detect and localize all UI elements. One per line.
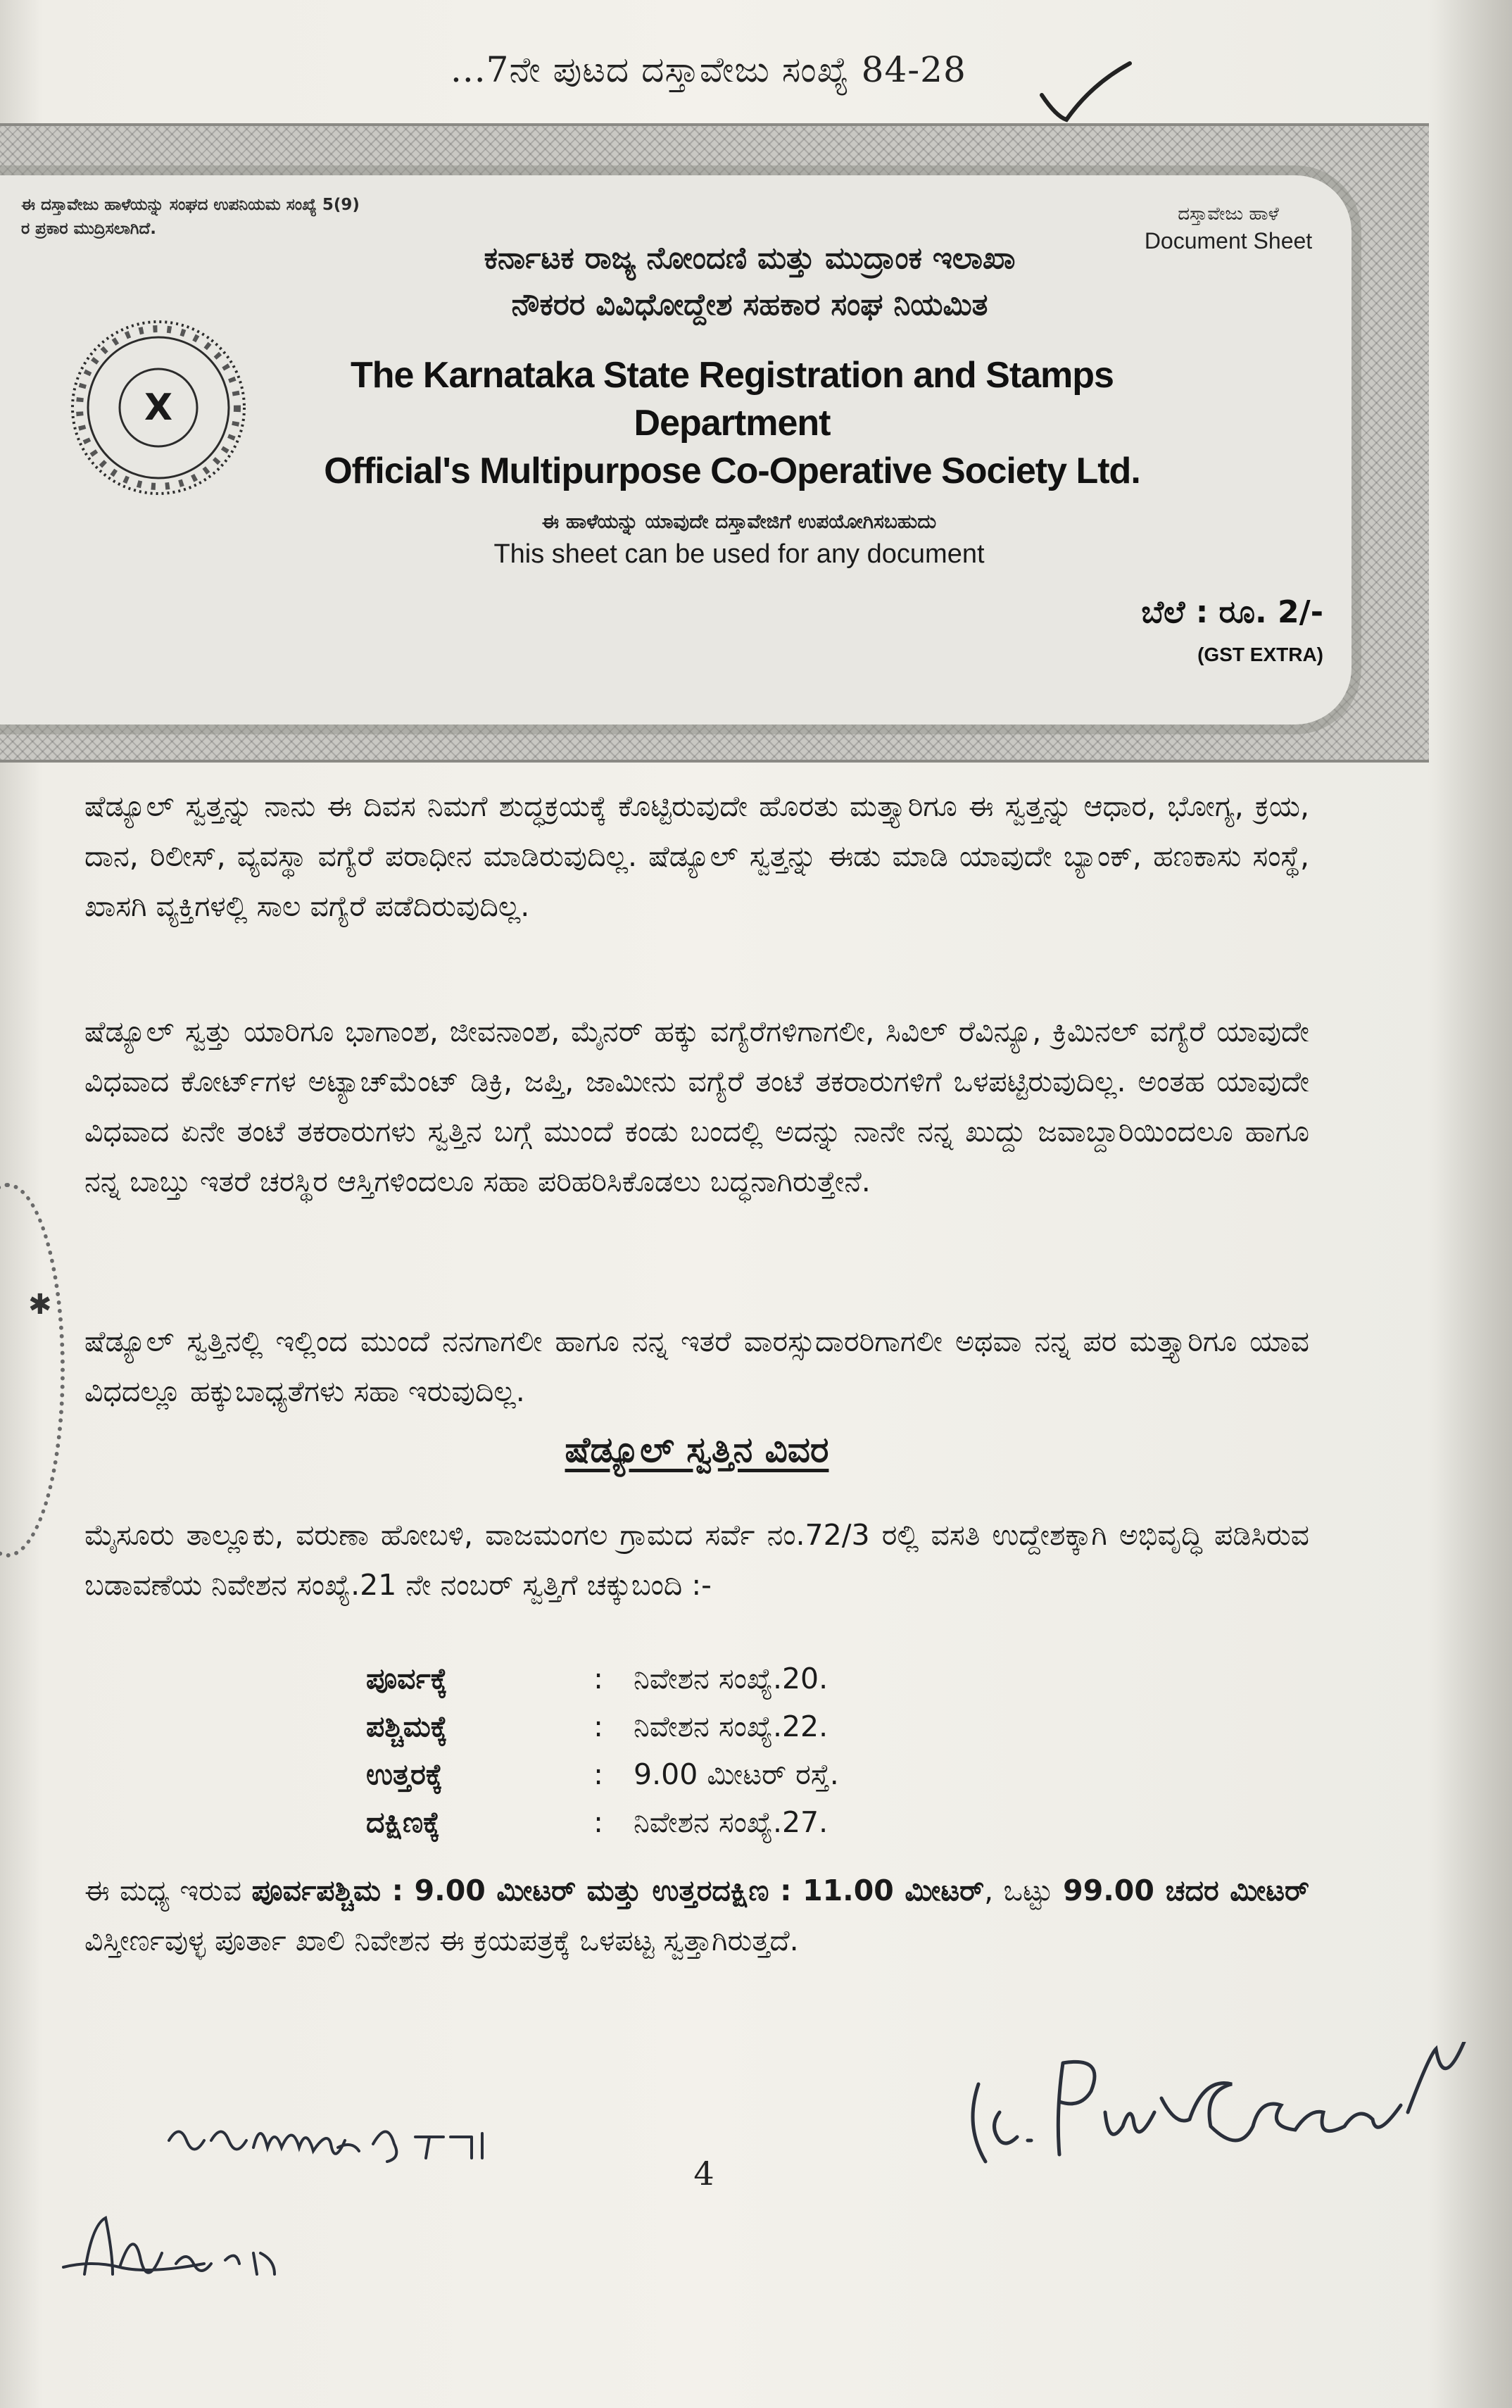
document-sheet-label-kannada: ದಸ್ತಾವೇಜು ಹಾಳೆ	[1178, 203, 1279, 225]
boundary-separator: :	[593, 1805, 603, 1839]
dimensions-measure: ಪೂರ್ವಪಶ್ಚಿಮ : 9.00 ಮೀಟರ್ ಮತ್ತು ಉತ್ತರದಕ್ಷಿಣ : 11.00 ಮೀಟರ್	[251, 1874, 985, 1907]
gst-note: (GST EXTRA)	[1197, 644, 1323, 665]
schedule-heading: ಷೆಡ್ಯೂಲ್ ಸ್ವತ್ತಿನ ವಿವರ	[565, 1429, 829, 1470]
dimensions-text-e: ವಿಸ್ತೀರ್ಣವುಳ್ಳ ಪೂರ್ತಾ ಖಾಲಿ ನಿವೇಶನ ಈ ಕ್ರಯಪತ್ರಕ್ಕೆ ಒಳಪಟ್ಟ ಸ್ವತ್ತಾಗಿರುತ್ತದೆ.	[84, 1924, 799, 1957]
seller-signature	[957, 2042, 1492, 2169]
stamp-title-english-line2: Official's Multipurpose Co-Operative Society Ltd.	[324, 451, 1140, 491]
usage-note-kannada: ಈ ಹಾಳೆಯನ್ನು ಯಾವುದೇ ದಸ್ತಾವೇಜಿಗೆ ಉಪಯೋಗಿಸಬಹುದು	[541, 510, 937, 533]
boundary-row	[366, 1798, 1070, 1846]
dimensions-text-c: , ಒಟ್ಟು	[984, 1874, 1064, 1907]
paragraph-no-rights: ಷೆಡ್ಯೂಲ್ ಸ್ವತ್ತಿನಲ್ಲಿ ಇಲ್ಲಿಂದ ಮುಂದೆ ನನಗಾಗಲೀ ಹಾಗೂ ನನ್ನ ಇತರೆ ವಾರಸ್ಸುದಾರರಿಗಾಗಲೀ ಅಥವಾ ನನ್ನ ಪರ ಮತ್ತ್ಯಾರಿಗೂ ಯಾವ ವಿಧದಲ್ಲೂ ಹಕ್ಕುಬಾಧ್ಯತೆಗಳು ಸಹಾ ಇರುವುದಿಲ್ಲ.	[84, 1324, 1309, 1408]
paragraph-no-disputes: ಷೆಡ್ಯೂಲ್ ಸ್ವತ್ತು ಯಾರಿಗೂ ಭಾಗಾಂಶ, ಜೀವನಾಂಶ, ಮೈನರ್ ಹಕ್ಕು ವಗ್ಯೆರೆಗಳಿಗಾಗಲೀ, ಸಿವಿಲ್ ರೆವಿನ್ಯೂ, ಕ್ರಿಮಿನಲ್ ವಗ್ಯೆರೆ ಯಾವುದೇ ವಿಧವಾದ ಕೋರ್ಟ್‌ಗಳ ಅಟ್ಯಾಚ್‌ಮೆಂಟ್ ಡಿಕ್ರಿ, ಜಪ್ತಿ, ಜಾಮೀನು ವಗ್ಯೆರೆ ತಂಟೆ ತಕರಾರುಗಳಿಗೆ ಒಳಪಟ್ಟಿರುವುದಿಲ್ಲ. ಅಂತಹ ಯಾವುದೇ ವಿಧವಾದ ಏನೇ ತಂಟೆ ತಕರಾರುಗಳು ಸ್ವತ್ತಿನ ಬಗ್ಗೆ ಮುಂದೆ ಕಂಡು ಬಂದಲ್ಲಿ ಅದನ್ನು ನಾನೇ ನನ್ನ ಖುದ್ದು ಜವಾಬ್ದಾರಿಯಿಂದಲೂ ಹಾಗೂ ನನ್ನ ಬಾಬ್ತು ಇತರೆ ಚರಸ್ಥಿರ ಆಸ್ತಿಗಳಿಂದಲೂ ಸಹಾ ಪರಿಹರಿಸಿಕೊಡಲು ಬದ್ಧನಾಗಿರುತ್ತೇನೆ.	[84, 1015, 1309, 1198]
boundary-separator: :	[593, 1757, 603, 1791]
boundary-direction: ದಕ್ಷಿಣಕ್ಕೆ	[366, 1805, 441, 1839]
boundary-row	[366, 1750, 1070, 1798]
stamp-title-kannada-line2: ನೌಕರರ ವಿವಿಧೋದ್ದೇಶ ಸಹಕಾರ ಸಂಘ ನಿಯಮಿತ	[511, 287, 988, 322]
boundaries-table	[366, 1655, 1070, 1846]
boundary-direction: ಉತ್ತರಕ್ಕೆ	[366, 1757, 443, 1791]
stamp-title-english-line1: The Karnataka State Registration and Stamps Department	[351, 355, 1114, 444]
boundary-row	[366, 1702, 1070, 1750]
handwritten-document-number: ...7ನೇ ಪುಟದ ದಸ್ತಾವೇಜು ಸಂಖ್ಯೆ 84-28	[451, 49, 966, 90]
dimensions-text-a: ಈ ಮಧ್ಯ ಇರುವ	[84, 1874, 252, 1907]
boundary-value: ನಿವೇಶನ ಸಂಖ್ಯೆ.22.	[634, 1709, 829, 1743]
stamp-price: ಬೆಲೆ : ರೂ. 2/-	[1141, 594, 1323, 630]
witness-signature-1	[162, 2105, 500, 2169]
boundary-separator: :	[593, 1710, 603, 1743]
paragraph-dimensions	[84, 1866, 1309, 1966]
dimensions-area: 99.00 ಚದರ ಮೀಟರ್	[1063, 1874, 1309, 1907]
witness-signature-2	[56, 2211, 296, 2288]
boundary-direction: ಪಶ್ಚಿಮಕ್ಕೆ	[366, 1709, 448, 1743]
boundary-direction: ಪೂರ್ವಕ್ಕೆ	[366, 1661, 448, 1695]
stamp-title-kannada	[380, 235, 1119, 328]
boundary-separator: :	[593, 1662, 603, 1695]
star-mark-icon: ✱	[28, 1288, 52, 1321]
boundary-value: ನಿವೇಶನ ಸಂಖ್ಯೆ.27.	[634, 1805, 829, 1839]
usage-note-english: This sheet can be used for any document	[493, 539, 985, 569]
society-seal-icon	[63, 313, 253, 503]
stamp-title-english	[275, 351, 1190, 495]
stamp-title-kannada-line1: ಕರ್ನಾಟಕ ರಾಜ್ಯ ನೋಂದಣಿ ಮತ್ತು ಮುದ್ರಾಂಕ ಇಲಾಖಾ	[484, 241, 1016, 276]
page-number: 4	[693, 2155, 714, 2193]
boundary-value: 9.00 ಮೀಟರ್ ರಸ್ತೆ.	[634, 1757, 839, 1791]
boundary-row	[366, 1655, 1070, 1702]
check-mark-icon	[1035, 56, 1133, 127]
document-sheet-label: Document Sheet	[1144, 228, 1313, 253]
stamp-paper-header	[0, 123, 1429, 763]
stamp-bylaw-note: ಈ ದಸ್ತಾವೇಜು ಹಾಳೆಯನ್ನು ಸಂಘದ ಉಪನಿಯಮ ಸಂಖ್ಯೆ 5(9) ರ ಪ್ರಕಾರ ಮುದ್ರಿಸಲಾಗಿದೆ.	[21, 196, 360, 238]
boundary-value: ನಿವೇಶನ ಸಂಖ್ಯೆ.20.	[634, 1661, 829, 1695]
paragraph-no-encumbrance: ಷೆಡ್ಯೂಲ್ ಸ್ವತ್ತನ್ನು ನಾನು ಈ ದಿವಸ ನಿಮಗೆ ಶುದ್ಧಕ್ರಯಕ್ಕೆ ಕೊಟ್ಟಿರುವುದೇ ಹೊರತು ಮತ್ತ್ಯಾರಿಗೂ ಈ ಸ್ವತ್ತನ್ನು ಆಧಾರ, ಭೋಗ್ಯ, ಕ್ರಯ, ದಾನ, ರಿಲೀಸ್, ವ್ಯವಸ್ಥಾ ವಗ್ಯೆರೆ ಪರಾಧೀನ ಮಾಡಿರುವುದಿಲ್ಲ. ಷೆಡ್ಯೂಲ್ ಸ್ವತ್ತನ್ನು ಈಡು ಮಾಡಿ ಯಾವುದೇ ಬ್ಯಾಂಕ್, ಹಣಕಾಸು ಸಂಸ್ಥೆ, ಖಾಸಗಿ ವ್ಯಕ್ತಿಗಳಲ್ಲಿ ಸಾಲ ವಗ್ಯೆರೆ ಪಡೆದಿರುವುದಿಲ್ಲ.	[84, 789, 1309, 923]
seal-mark: X	[144, 387, 173, 429]
paragraph-property-description: ಮೈಸೂರು ತಾಲ್ಲೂಕು, ವರುಣಾ ಹೋಬಳಿ, ವಾಜಮಂಗಲ ಗ್ರಾಮದ ಸರ್ವೆ ನಂ.72/3 ರಲ್ಲಿ ವಸತಿ ಉದ್ದೇಶಕ್ಕಾಗಿ ಅಭಿವೃದ್ಧಿ ಪಡಿಸಿರುವ ಬಡಾವಣೆಯ ನಿವೇಶನ ಸಂಖ್ಯೆ.21 ನೇ ನಂಬರ್ ಸ್ವತ್ತಿಗೆ ಚಕ್ಕುಬಂದಿ :-	[84, 1518, 1309, 1602]
